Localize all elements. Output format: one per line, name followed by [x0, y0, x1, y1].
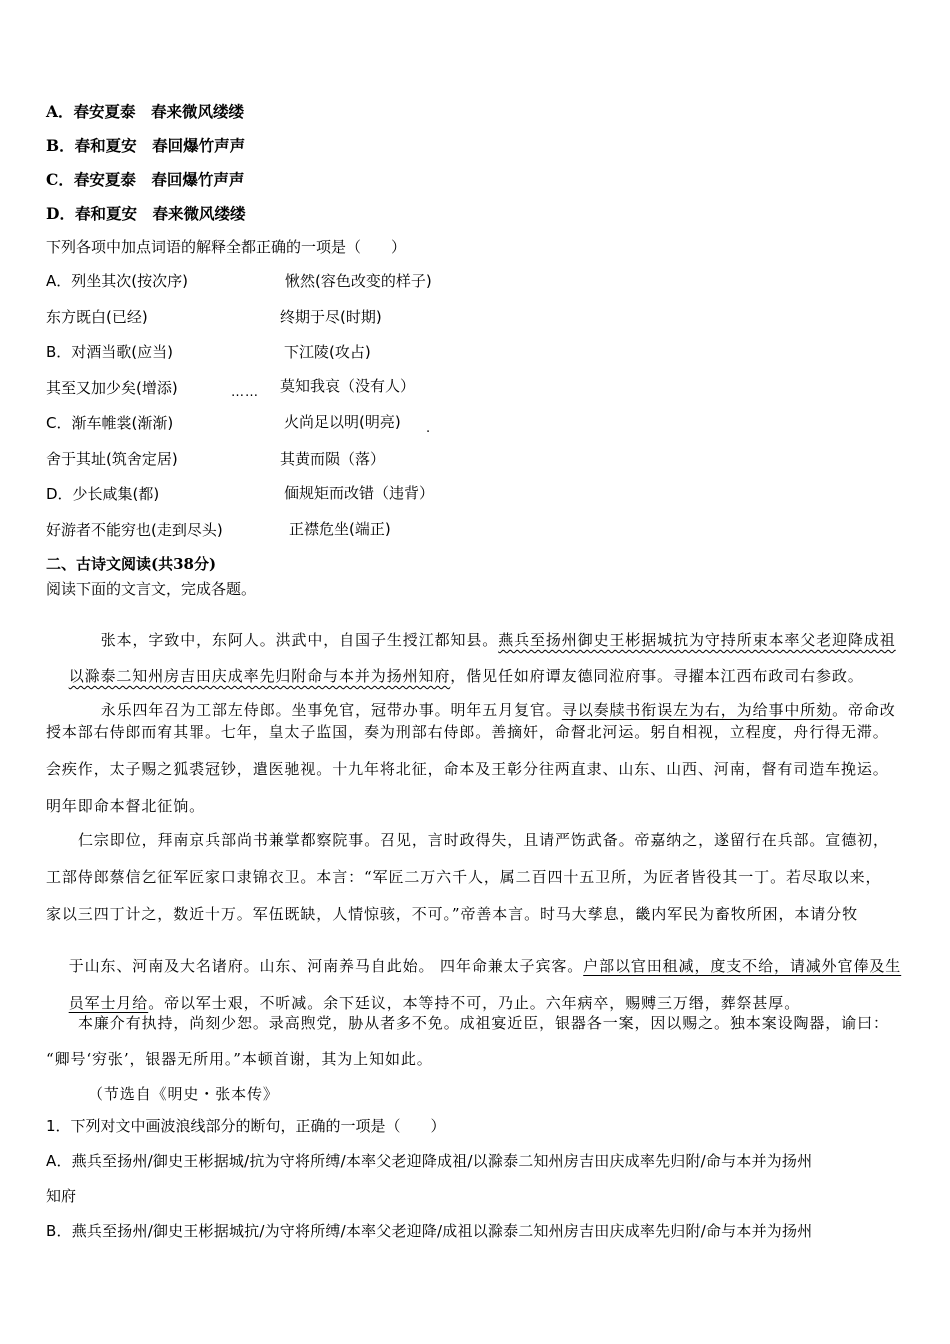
choice-right: 其黄而陨（落） [280, 450, 386, 468]
choice-left: D．少长咸集(都) [46, 485, 160, 503]
passage-line: 家以三四丁计之，数近十万。军伍既缺，人情惊骇，不可。”帝善本言。时马大孳息，畿内军民为畜牧所困，本请分牧 [46, 905, 858, 923]
choice-left: A．列坐其次(按次序) [46, 272, 188, 290]
choice-right: 愀然(容色改变的样子) [285, 272, 432, 290]
passage-text: 永乐四年召为工部左侍郎。坐事免官，冠带办事。明年五月复官。 [100, 701, 562, 719]
passage-line: 工部侍郎蔡信乞征军匠家口隶锦衣卫。本言：“军匠二万六千人，属二百四十五卫所，为匠者皆役其一丁。若尽取以来， [46, 868, 882, 886]
passage-text: 于山东、河南及大名诸府。山东、河南养马自此始。 四年命兼太子宾客。 [68, 957, 584, 975]
question-stem: 下列各项中加点词语的解释全都正确的一项是（ ） [46, 238, 407, 256]
choice-right: 正襟危坐(端正) [289, 520, 391, 538]
passage-line: 会疾作，太子赐之狐裘冠钞，遣医驰视。十九年将北征，命本及王彰分往两直隶、山东、山西、河南，督有司造车挽运。 [46, 760, 889, 778]
section-heading: 二、古诗文阅读(共38分) [46, 555, 217, 573]
choice-text: 知府 [46, 1187, 77, 1205]
passage-text: 张本，字致中，东阿人。洪武中，自国子生授江都知县。 [100, 631, 499, 649]
passage-line: 仁宗即位，拜南京兵部尚书兼掌都察院事。召见，言时政得失，且请严饬武备。帝嘉纳之，遂留行在兵部。宣德初， [78, 831, 889, 849]
passage-text: 。帝以军士艰，不听减。余下廷议，本等持不可，乃止。六年病卒，赐赙三万缗，葬祭甚厚。 [148, 994, 801, 1012]
option-c: C．春安夏泰 春回爆竹声声 [46, 170, 245, 189]
passage-text: ，偕见任如府谭友德同涖府事。寻擢本江西布政司右参政。 [450, 667, 864, 685]
choice-right: 火尚足以明(明亮) [284, 413, 401, 431]
choice-text: A．燕兵至扬州/御史王彬据城/抗为守将所缚/本率父老迎降成祖/以滁泰二知州房吉田庆成率先归附/命与本并为扬州 [46, 1152, 813, 1170]
option-b: B．春和夏安 春回爆竹声声 [46, 136, 246, 155]
underlined-text: 寻以奏牍书衔误左为右，为给事中所劾 [561, 701, 833, 719]
option-d: D．春和夏安 春来微风缕缕 [46, 204, 246, 223]
emphasis-dots: …… [231, 385, 259, 400]
wavy-underlined-text: 以滁泰二知州房吉田庆成率先归附命与本并为扬州知府 [68, 667, 451, 685]
passage-line: 本廉介有执持，尚刻少恕。录高煦党，胁从者多不免。成祖宴近臣，银器各一案，因以赐之。独本案设陶器，谕曰： [78, 1014, 889, 1032]
section-instruction: 阅读下面的文言文，完成各题。 [46, 580, 257, 598]
passage-text: 。帝命改 [832, 701, 896, 719]
emphasis-dot: . [426, 421, 432, 436]
choice-left: C．渐车帷裳(渐渐) [46, 414, 174, 432]
choice-left: 好游者不能穷也(走到尽头) [46, 521, 223, 539]
choice-right: 偭规矩而改错（违背） [284, 484, 435, 502]
passage-line: “卿号‘穷张’，银器无所用。”本顿首谢，其为上知如此。 [46, 1050, 433, 1068]
passage-line: 授本部右侍郎而宥其罪。七年，皇太子监国，奏为刑部右侍郎。善摘奸，命督北河运。躬自相视，立程度，舟行得无滞。 [46, 723, 889, 741]
passage-line: 明年即命本督北征饷。 [46, 797, 206, 815]
question-stem: 1．下列对文中画波浪线部分的断句，正确的一项是（ ） [46, 1117, 446, 1135]
choice-left: 东方既白(已经) [46, 308, 148, 326]
choice-right: 下江陵(攻占) [284, 343, 371, 361]
choice-left: 舍于其址(筑舍定居) [46, 450, 178, 468]
underlined-text: 户部以官田租减，度支不给，请减外官俸及生 [583, 957, 902, 975]
underlined-text: 员军士月给 [68, 994, 149, 1012]
choice-left: B．对酒当歌(应当) [46, 343, 173, 361]
wavy-underlined-text: 燕兵至扬州御史王彬据城抗为守持所束本率父老迎降成祖 [498, 631, 896, 649]
option-a: A．春安夏泰 春来微风缕缕 [46, 102, 245, 121]
choice-right: 莫知我哀（没有人） [280, 377, 416, 395]
passage-source: （节选自《明史・张本传》 [88, 1085, 279, 1103]
choice-text: B．燕兵至扬州/御史王彬据城抗/为守将所缚/本率父老迎降/成祖以滁泰二知州房吉田庆成率先归附/命与本并为扬州 [46, 1222, 813, 1240]
choice-right: 终期于尽(时期) [280, 308, 382, 326]
choice-left: 其至又加少矣(增添) [46, 379, 178, 397]
